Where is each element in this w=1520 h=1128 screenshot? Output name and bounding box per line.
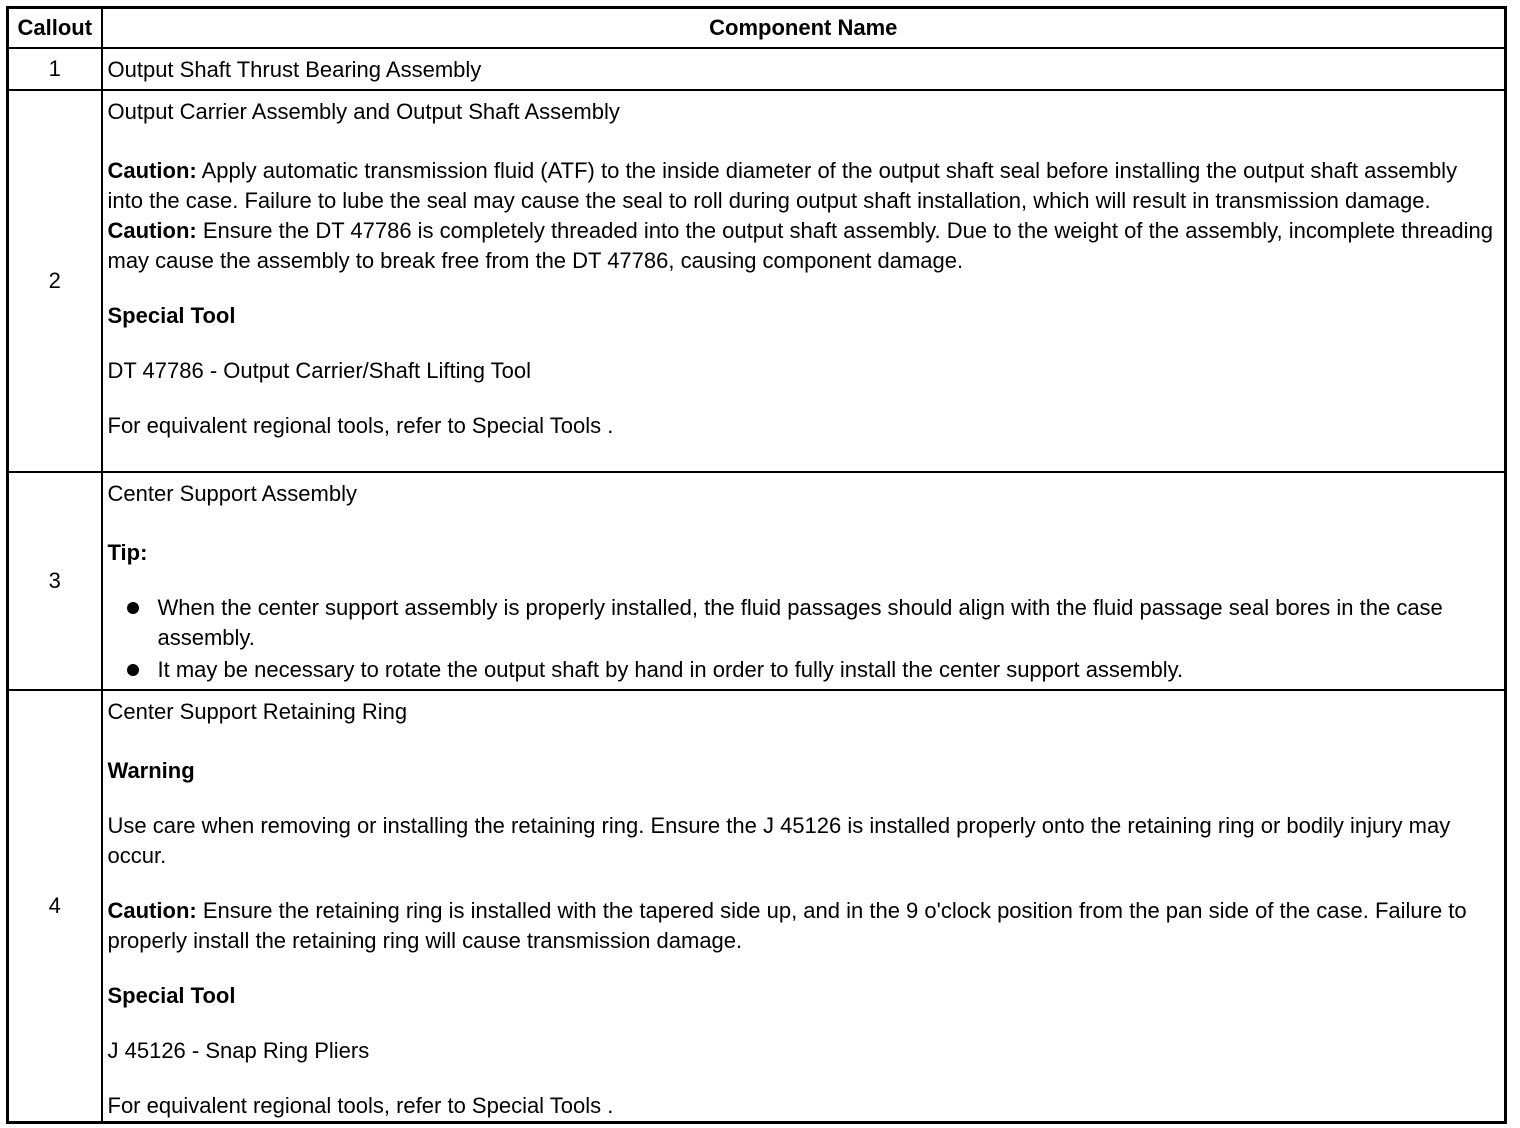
regional-tools-note: For equivalent regional tools, refer to Special Tools .: [107, 413, 614, 438]
tip-list: [108, 593, 1497, 685]
caution-text: Ensure the DT 47786 is completely threaded into the output shaft assembly. Due to the weight of the assembly, incomplete threading may cause the assembly to break free from the DT 47786, causing component damage.: [107, 218, 1494, 273]
header-callout: Callout: [8, 8, 102, 49]
warning-text: Use care when removing or installing the retaining ring. Ensure the J 45126 is installed properly onto the retaining ring or bodily injury may occur.: [107, 813, 1451, 868]
special-tool-heading: Special Tool: [107, 983, 236, 1008]
table-row: [8, 472, 1506, 690]
special-tool-name: J 45126 - Snap Ring Pliers: [107, 1038, 370, 1063]
special-tool-name: DT 47786 - Output Carrier/Shaft Lifting Tool: [107, 358, 532, 383]
caution-label: Caution:: [107, 218, 197, 243]
warning-heading: Warning: [107, 758, 195, 783]
table-row: [8, 48, 1506, 90]
component-name: Output Shaft Thrust Bearing Assembly: [107, 57, 482, 82]
caution-note: [108, 216, 1497, 276]
caution-note: [108, 896, 1497, 956]
table-row: [8, 690, 1506, 1123]
callout-table: [6, 6, 1507, 1124]
component-name: Center Support Assembly: [107, 481, 357, 506]
caution-label: Caution:: [107, 898, 197, 923]
table-row: [8, 90, 1506, 472]
bullet-icon: [127, 602, 139, 614]
special-tool-heading: Special Tool: [107, 303, 236, 328]
header-component-name: Component Name: [102, 8, 1506, 49]
bullet-icon: [127, 664, 139, 676]
component-cell: [102, 690, 1506, 1123]
list-item: When the center support assembly is properly installed, the fluid passages should align with the fluid passage seal bores in the case assembly.: [158, 593, 1497, 653]
callout-number: 2: [8, 90, 102, 472]
list-item: It may be necessary to rotate the output shaft by hand in order to fully install the center support assembly.: [158, 655, 1497, 685]
component-cell: [102, 472, 1506, 690]
callout-number: 3: [8, 472, 102, 690]
caution-text: Ensure the retaining ring is installed with the tapered side up, and in the 9 o'clock position from the pan side of the case. Failure to properly install the retaining ring will cause transmission damage.: [107, 898, 1467, 953]
component-name: Center Support Retaining Ring: [107, 699, 408, 724]
header-row: [8, 8, 1506, 49]
component-cell: [102, 48, 1506, 90]
component-name: Output Carrier Assembly and Output Shaft Assembly: [107, 99, 620, 124]
regional-tools-note: For equivalent regional tools, refer to Special Tools .: [107, 1093, 614, 1118]
caution-label: Caution:: [107, 158, 197, 183]
callout-number: 1: [8, 48, 102, 90]
component-cell: [102, 90, 1506, 472]
tip-label: Tip:: [107, 540, 148, 565]
caution-text: Apply automatic transmission fluid (ATF) to the inside diameter of the output shaft seal before installing the output shaft assembly into the case. Failure to lube the seal may cause the seal to roll during output shaft installation, which will result in transmission damage.: [107, 158, 1458, 213]
caution-note: [108, 156, 1497, 216]
callout-number: 4: [8, 690, 102, 1123]
